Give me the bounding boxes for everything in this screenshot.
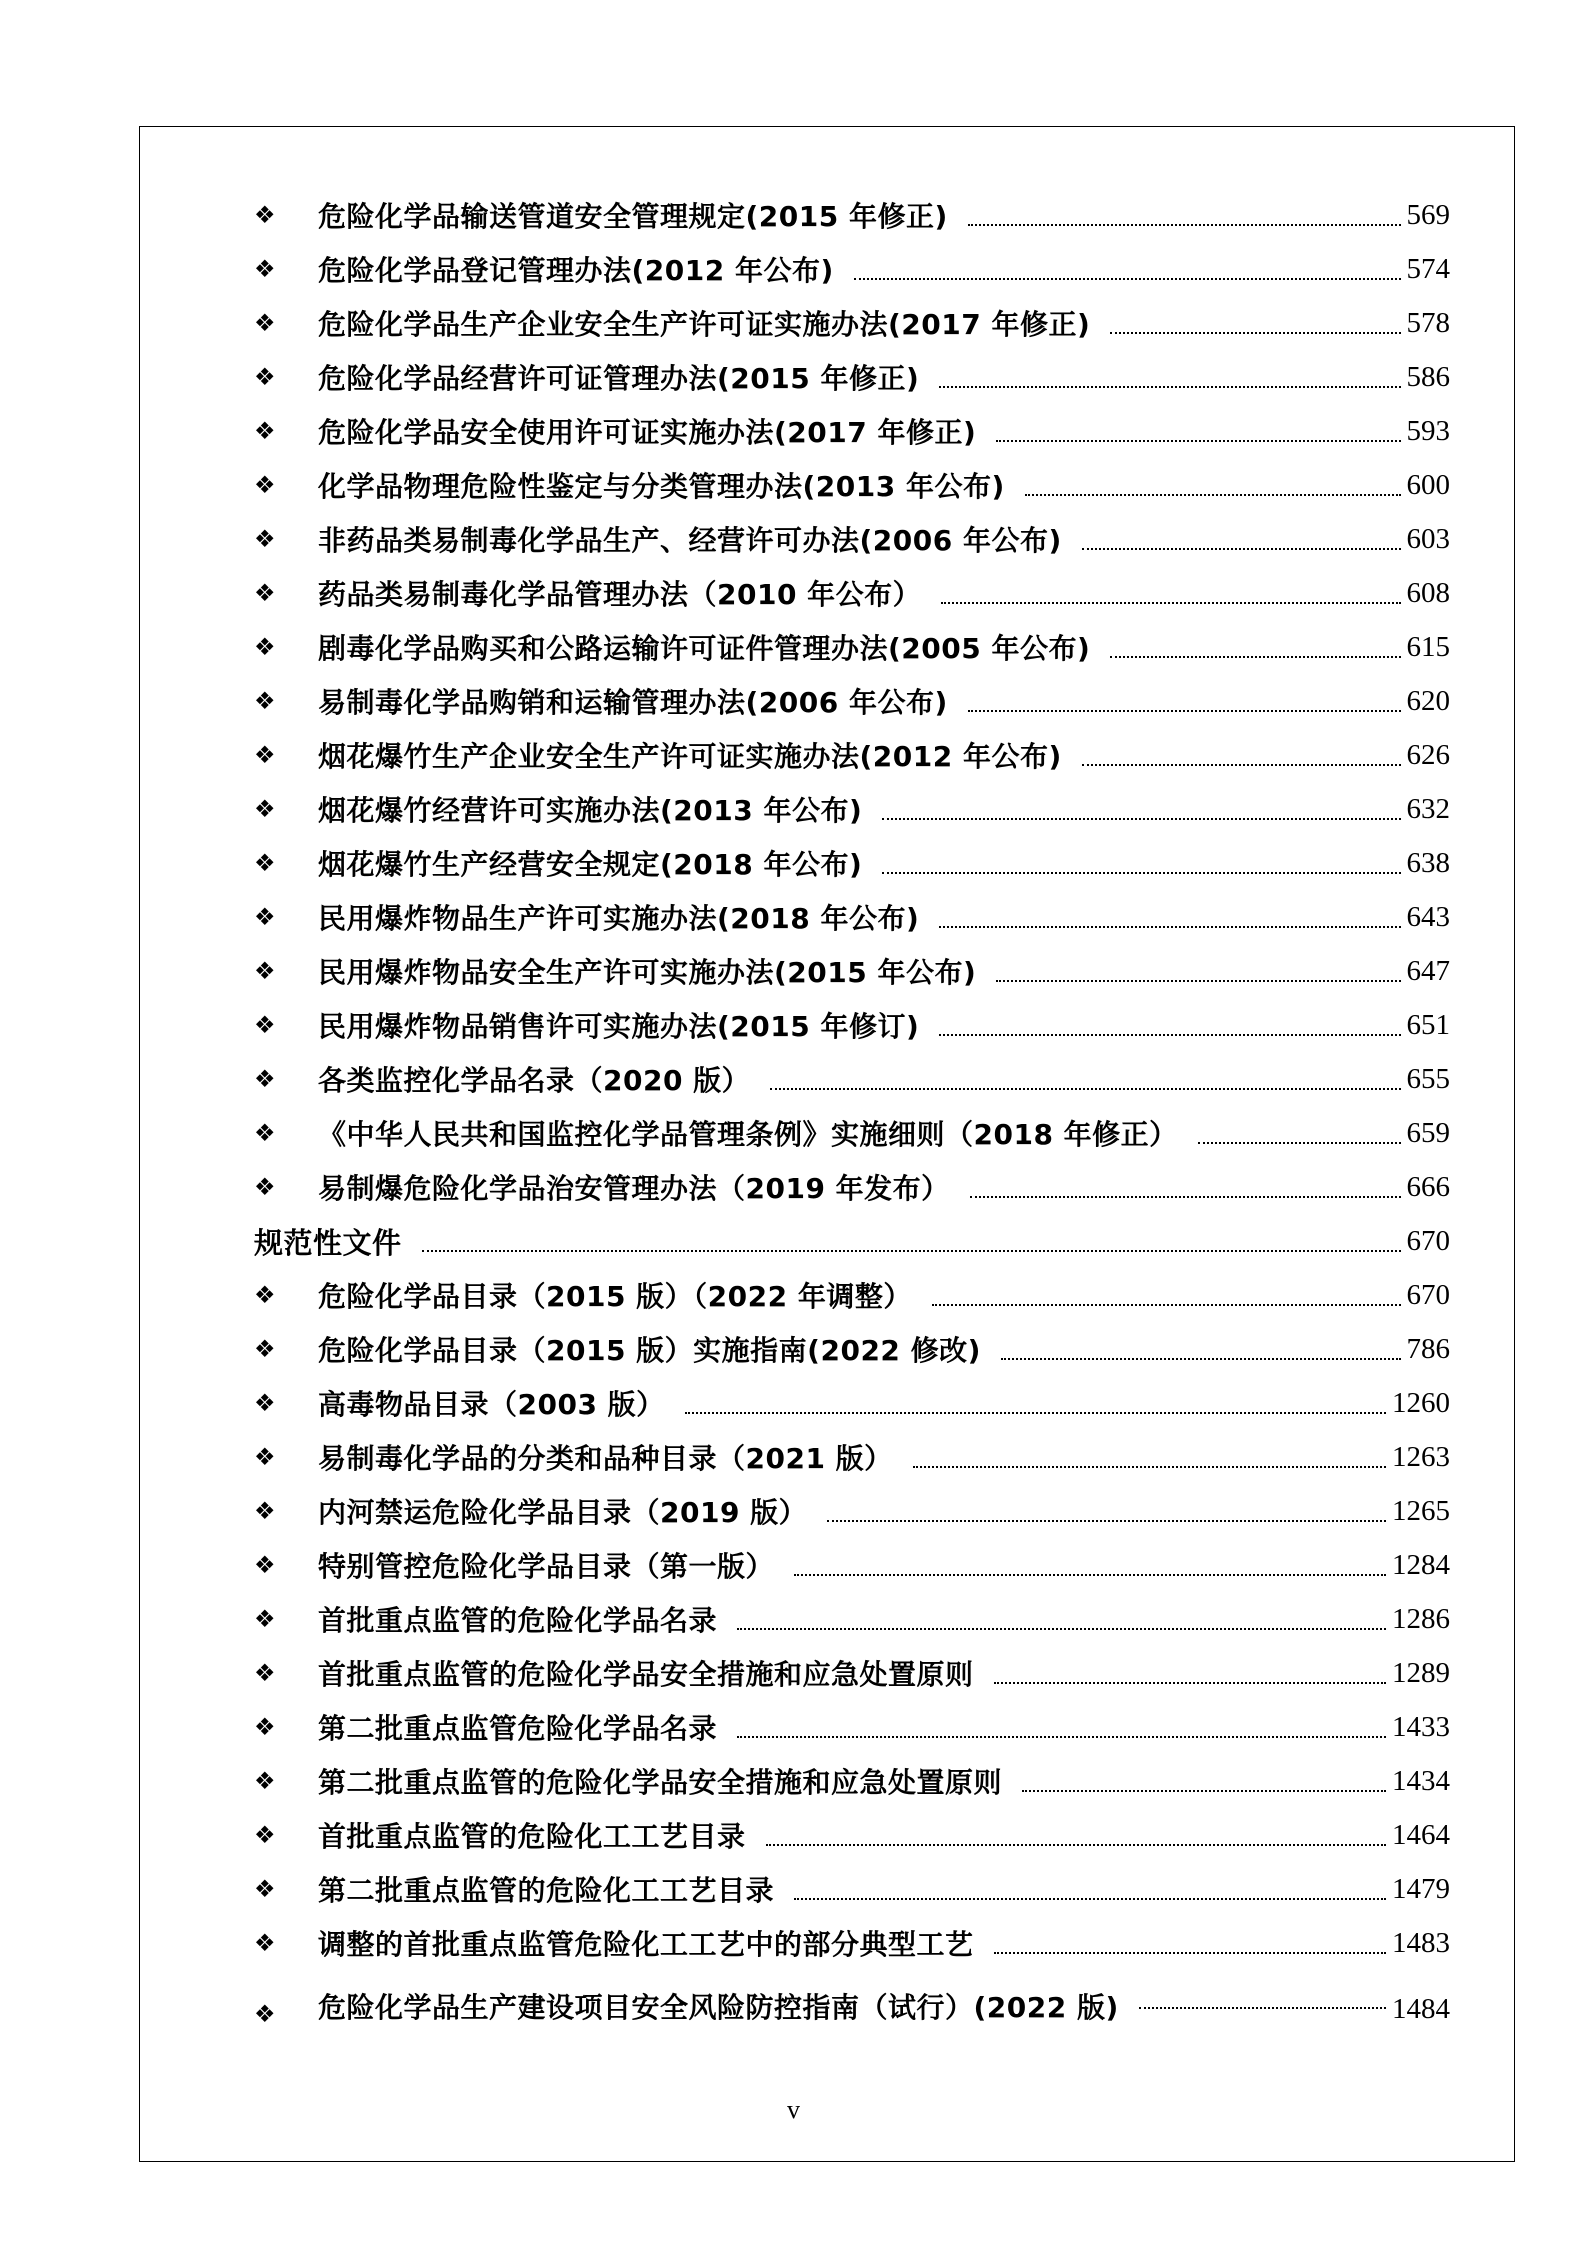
toc-entry[interactable] — [254, 1700, 1450, 1754]
toc-entry[interactable] — [254, 1322, 1450, 1376]
dot-leader — [1198, 1142, 1401, 1144]
toc-entry-page-number: 1284 — [1392, 1548, 1450, 1581]
toc-entry[interactable] — [254, 1106, 1450, 1160]
diamond-bullet-icon: ❖ — [254, 309, 276, 337]
toc-entry-title: 烟花爆竹生产企业安全生产许可证实施办法(2012 年公布) — [318, 740, 1062, 773]
dot-leader — [1110, 332, 1400, 334]
toc-entry-page-number: 626 — [1406, 738, 1450, 771]
toc-entry-title: 内河禁运危险化学品目录（2019 版） — [318, 1496, 808, 1529]
toc-entry-page-number: 578 — [1406, 306, 1450, 339]
toc-entry[interactable] — [254, 512, 1450, 566]
toc-entry[interactable] — [254, 836, 1450, 890]
toc-entry-page-number: 600 — [1406, 468, 1450, 501]
toc-entry-title: 危险化学品登记管理办法(2012 年公布) — [318, 254, 834, 287]
toc-entry[interactable] — [254, 1970, 1450, 2032]
toc-entry-page-number: 632 — [1406, 792, 1450, 825]
toc-entry-page-number: 603 — [1406, 522, 1450, 555]
toc-entry[interactable] — [254, 890, 1450, 944]
dot-leader — [685, 1412, 1386, 1414]
diamond-bullet-icon: ❖ — [254, 1173, 276, 1201]
toc-entry[interactable] — [254, 350, 1450, 404]
toc-entry-page-number: 569 — [1406, 198, 1450, 231]
toc-entry[interactable] — [254, 944, 1450, 998]
toc-entry-page-number: 670 — [1406, 1224, 1450, 1257]
toc-entry[interactable] — [254, 1376, 1450, 1430]
dot-leader — [1110, 656, 1400, 658]
toc-entry[interactable] — [254, 998, 1450, 1052]
toc-entry-title: 危险化学品生产建设项目安全风险防控指南（试行）(2022 版) — [318, 1991, 1119, 2024]
dot-leader — [766, 1844, 1386, 1846]
dot-leader — [968, 224, 1401, 226]
toc-entry-title: 危险化学品输送管道安全管理规定(2015 年修正) — [318, 200, 948, 233]
toc-entry-page-number: 615 — [1406, 630, 1450, 663]
toc-entry-page-number: 1484 — [1392, 1993, 1450, 2025]
dot-leader — [996, 440, 1400, 442]
dot-leader — [1082, 764, 1401, 766]
toc-entry[interactable] — [254, 620, 1450, 674]
toc-entry-title: 烟花爆竹经营许可实施办法(2013 年公布) — [318, 794, 863, 827]
toc-entry[interactable] — [254, 728, 1450, 782]
diamond-bullet-icon: ❖ — [254, 255, 276, 283]
toc-entry-title: 首批重点监管的危险化工工艺目录 — [318, 1820, 746, 1853]
toc-entry-title: 非药品类易制毒化学品生产、经营许可办法(2006 年公布) — [318, 524, 1062, 557]
toc-entry-title: 第二批重点监管危险化学品名录 — [318, 1712, 718, 1745]
dot-leader — [1022, 1790, 1386, 1792]
toc-entry[interactable] — [254, 1268, 1450, 1322]
dot-leader — [939, 926, 1400, 928]
toc-entry-title: 危险化学品生产企业安全生产许可证实施办法(2017 年修正) — [318, 308, 1091, 341]
dot-leader — [1139, 2007, 1386, 2009]
dot-leader — [770, 1088, 1400, 1090]
toc-entry-title: 易制毒化学品的分类和品种目录（2021 版） — [318, 1442, 893, 1475]
diamond-bullet-icon: ❖ — [254, 1551, 276, 1579]
toc-entry-title: 化学品物理危险性鉴定与分类管理办法(2013 年公布) — [318, 470, 1005, 503]
toc-entry[interactable] — [254, 1592, 1450, 1646]
toc-entry-page-number: 670 — [1406, 1278, 1450, 1311]
dot-leader — [827, 1520, 1386, 1522]
toc-entry-title: 危险化学品安全使用许可证实施办法(2017 年修正) — [318, 416, 977, 449]
dot-leader — [794, 1574, 1386, 1576]
diamond-bullet-icon: ❖ — [254, 1875, 276, 1903]
dot-leader — [939, 1034, 1400, 1036]
diamond-bullet-icon: ❖ — [254, 417, 276, 445]
toc-entry[interactable] — [254, 1484, 1450, 1538]
toc-entry[interactable] — [254, 404, 1450, 458]
toc-entry-page-number: 1289 — [1392, 1656, 1450, 1689]
toc-entry-page-number: 1434 — [1392, 1764, 1450, 1797]
dot-leader — [970, 1196, 1401, 1198]
toc-entry-page-number: 1479 — [1392, 1872, 1450, 1905]
toc-entry[interactable] — [254, 782, 1450, 836]
toc-entry[interactable] — [254, 296, 1450, 350]
diamond-bullet-icon: ❖ — [254, 1281, 276, 1309]
dot-leader — [996, 980, 1400, 982]
toc-entry-title: 规范性文件 — [254, 1225, 402, 1260]
toc-entry[interactable] — [254, 458, 1450, 512]
table-of-contents — [254, 188, 1450, 2032]
diamond-bullet-icon: ❖ — [254, 1713, 276, 1741]
toc-entry-title: 药品类易制毒化学品管理办法（2010 年公布） — [318, 578, 922, 611]
dot-leader — [1001, 1358, 1401, 1360]
toc-entry-title: 特别管控危险化学品目录（第一版） — [318, 1550, 775, 1583]
diamond-bullet-icon: ❖ — [254, 1443, 276, 1471]
toc-entry-title: 《中华人民共和国监控化学品管理条例》实施细则（2018 年修正） — [318, 1118, 1178, 1151]
toc-entry-page-number: 647 — [1406, 954, 1450, 987]
diamond-bullet-icon: ❖ — [254, 1497, 276, 1525]
page-number-footer: v — [787, 2095, 800, 2124]
diamond-bullet-icon: ❖ — [254, 903, 276, 931]
toc-entry-page-number: 655 — [1406, 1062, 1450, 1095]
toc-entry-title: 首批重点监管的危险化学品名录 — [318, 1604, 718, 1637]
diamond-bullet-icon: ❖ — [254, 1335, 276, 1363]
dot-leader — [882, 872, 1400, 874]
toc-entry[interactable] — [254, 1754, 1450, 1808]
dot-leader — [737, 1736, 1386, 1738]
toc-entry-page-number: 593 — [1406, 414, 1450, 447]
toc-entry[interactable] — [254, 1808, 1450, 1862]
dot-leader — [882, 818, 1400, 820]
toc-entry-page-number: 574 — [1406, 252, 1450, 285]
dot-leader — [994, 1952, 1386, 1954]
toc-entry-title: 易制爆危险化学品治安管理办法（2019 年发布） — [318, 1172, 950, 1205]
dot-leader — [941, 602, 1400, 604]
toc-entry[interactable] — [254, 1862, 1450, 1916]
toc-entry-title: 调整的首批重点监管危险化工工艺中的部分典型工艺 — [318, 1928, 974, 1961]
diamond-bullet-icon: ❖ — [254, 525, 276, 553]
toc-entry[interactable] — [254, 1052, 1450, 1106]
toc-entry-page-number: 659 — [1406, 1116, 1450, 1149]
toc-entry-page-number: 1263 — [1392, 1440, 1450, 1473]
toc-entry-page-number: 1483 — [1392, 1926, 1450, 1959]
toc-entry[interactable] — [254, 1916, 1450, 1970]
dot-leader — [932, 1304, 1401, 1306]
diamond-bullet-icon: ❖ — [254, 363, 276, 391]
diamond-bullet-icon: ❖ — [254, 1119, 276, 1147]
toc-entry[interactable] — [254, 1646, 1450, 1700]
toc-entry[interactable] — [254, 1430, 1450, 1484]
dot-leader — [1025, 494, 1401, 496]
dot-leader — [1082, 548, 1401, 550]
toc-entry-page-number: 643 — [1406, 900, 1450, 933]
toc-entry-title: 高毒物品目录（2003 版） — [318, 1388, 665, 1421]
toc-entry-title: 剧毒化学品购买和公路运输许可证件管理办法(2005 年公布) — [318, 632, 1091, 665]
toc-entry-page-number: 1265 — [1392, 1494, 1450, 1527]
toc-entry[interactable] — [254, 188, 1450, 242]
toc-entry-title: 烟花爆竹生产经营安全规定(2018 年公布) — [318, 848, 863, 881]
diamond-bullet-icon: ❖ — [254, 201, 276, 229]
diamond-bullet-icon: ❖ — [254, 1065, 276, 1093]
diamond-bullet-icon: ❖ — [254, 1767, 276, 1795]
dot-leader — [422, 1250, 1401, 1252]
diamond-bullet-icon: ❖ — [254, 1821, 276, 1849]
toc-entry-title: 首批重点监管的危险化学品安全措施和应急处置原则 — [318, 1658, 974, 1691]
toc-entry-page-number: 1286 — [1392, 1602, 1450, 1635]
toc-entry-title: 民用爆炸物品安全生产许可实施办法(2015 年公布) — [318, 956, 977, 989]
toc-entry-title: 第二批重点监管的危险化学品安全措施和应急处置原则 — [318, 1766, 1003, 1799]
toc-entry-title: 危险化学品目录（2015 版）实施指南(2022 修改) — [318, 1334, 981, 1367]
toc-entry-page-number: 638 — [1406, 846, 1450, 879]
toc-entry-title: 民用爆炸物品销售许可实施办法(2015 年修订) — [318, 1010, 920, 1043]
diamond-bullet-icon: ❖ — [254, 687, 276, 715]
toc-entry-title: 危险化学品经营许可证管理办法(2015 年修正) — [318, 362, 920, 395]
dot-leader — [913, 1466, 1386, 1468]
toc-entry-page-number: 608 — [1406, 576, 1450, 609]
toc-entry-page-number: 1464 — [1392, 1818, 1450, 1851]
toc-entry-title: 民用爆炸物品生产许可实施办法(2018 年公布) — [318, 902, 920, 935]
toc-entry[interactable] — [254, 566, 1450, 620]
dot-leader — [994, 1682, 1386, 1684]
toc-entry[interactable] — [254, 674, 1450, 728]
diamond-bullet-icon: ❖ — [254, 849, 276, 877]
diamond-bullet-icon: ❖ — [254, 957, 276, 985]
toc-entry-page-number: 651 — [1406, 1008, 1450, 1041]
toc-entry[interactable] — [254, 1160, 1450, 1214]
diamond-bullet-icon: ❖ — [254, 1011, 276, 1039]
diamond-bullet-icon: ❖ — [254, 579, 276, 607]
toc-entry-title: 第二批重点监管的危险化工工艺目录 — [318, 1874, 775, 1907]
toc-entry-title: 各类监控化学品名录（2020 版） — [318, 1064, 751, 1097]
toc-entry-page-number: 620 — [1406, 684, 1450, 717]
diamond-bullet-icon: ❖ — [254, 1929, 276, 1957]
toc-entry-page-number: 586 — [1406, 360, 1450, 393]
dot-leader — [737, 1628, 1386, 1630]
toc-entry-page-number: 1433 — [1392, 1710, 1450, 1743]
toc-entry-page-number: 1260 — [1392, 1386, 1450, 1419]
toc-section-heading[interactable] — [254, 1214, 1450, 1268]
diamond-bullet-icon: ❖ — [254, 633, 276, 661]
dot-leader — [794, 1898, 1386, 1900]
diamond-bullet-icon: ❖ — [254, 1389, 276, 1417]
toc-entry[interactable] — [254, 242, 1450, 296]
dot-leader — [939, 386, 1400, 388]
toc-entry-title: 易制毒化学品购销和运输管理办法(2006 年公布) — [318, 686, 948, 719]
toc-entry-page-number: 666 — [1406, 1170, 1450, 1203]
diamond-bullet-icon: ❖ — [254, 1659, 276, 1687]
diamond-bullet-icon: ❖ — [254, 795, 276, 823]
diamond-bullet-icon: ❖ — [254, 1605, 276, 1633]
diamond-bullet-icon: ❖ — [254, 741, 276, 769]
diamond-bullet-icon: ❖ — [254, 2000, 276, 2028]
toc-entry-title: 危险化学品目录（2015 版）（2022 年调整） — [318, 1280, 912, 1313]
dot-leader — [854, 278, 1401, 280]
dot-leader — [968, 710, 1401, 712]
toc-entry[interactable] — [254, 1538, 1450, 1592]
toc-entry-page-number: 786 — [1406, 1332, 1450, 1365]
diamond-bullet-icon: ❖ — [254, 471, 276, 499]
